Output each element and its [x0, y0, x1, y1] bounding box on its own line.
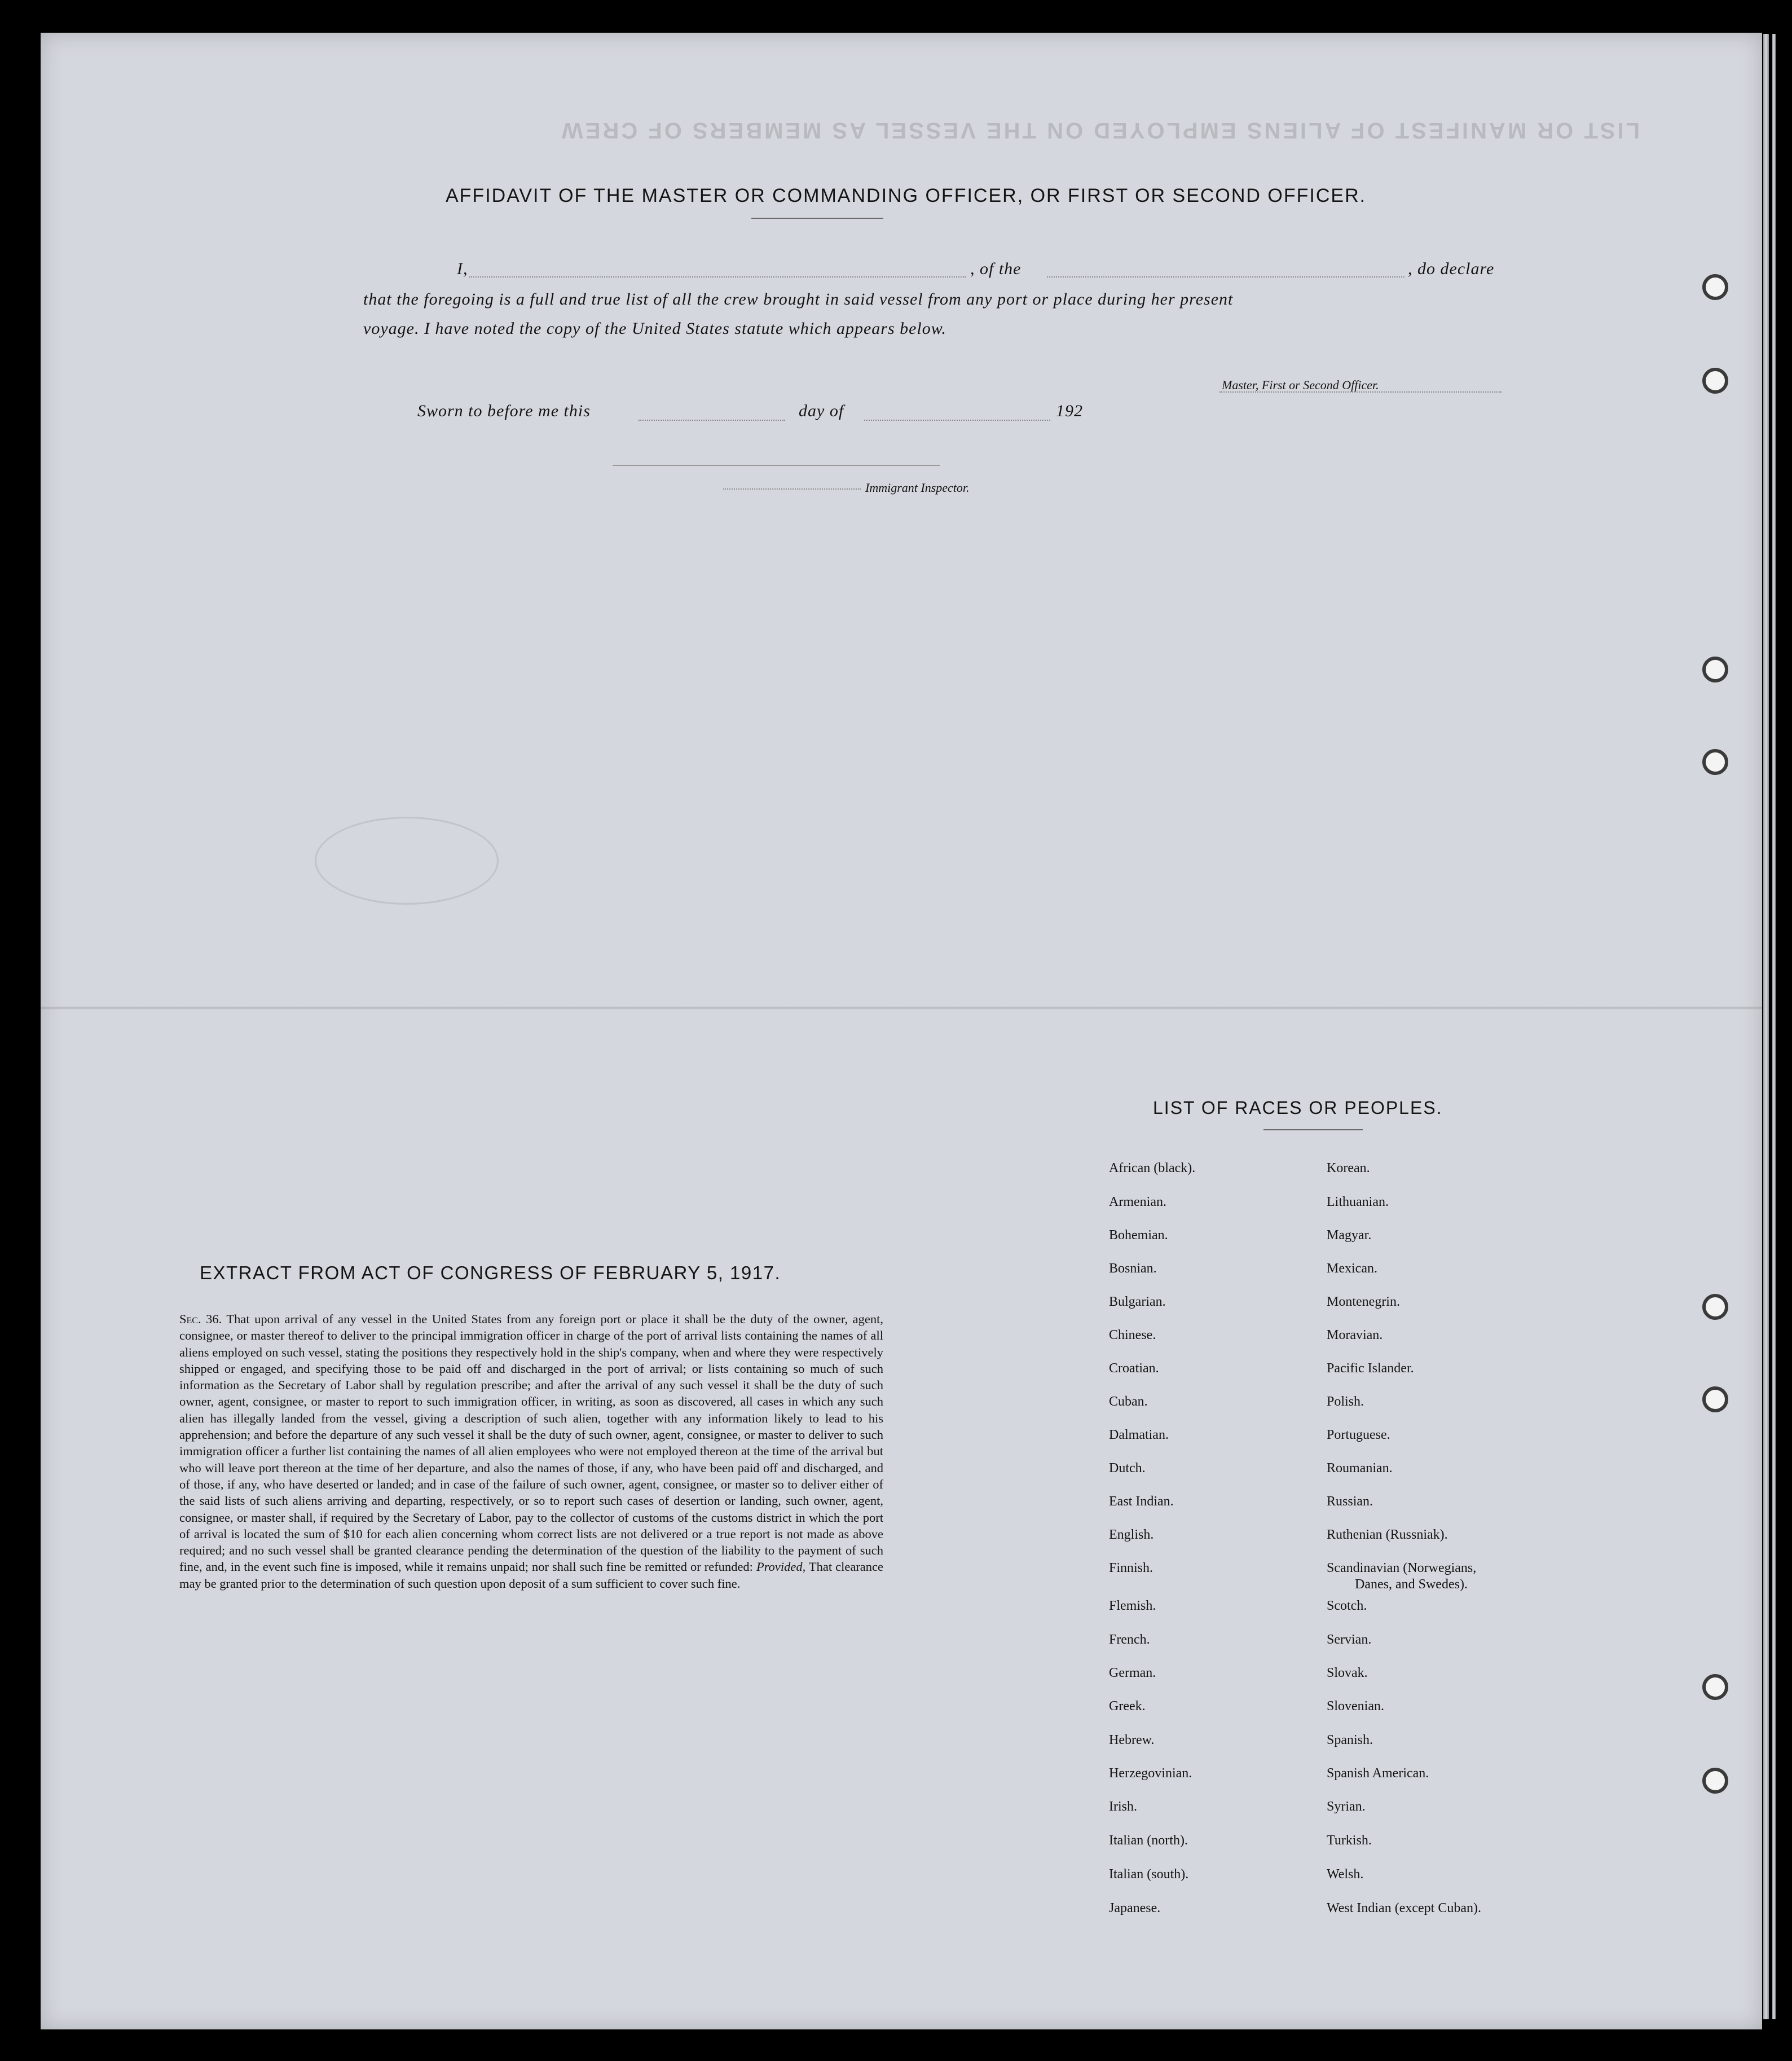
- race-item: Greek.: [1109, 1699, 1146, 1714]
- race-item: Roumanian.: [1327, 1461, 1393, 1476]
- race-item: Dutch.: [1109, 1461, 1146, 1476]
- race-item: Spanish.: [1327, 1733, 1373, 1747]
- affidavit-do-declare: , do declare: [1408, 259, 1495, 278]
- affidavit-i: I,: [457, 259, 468, 278]
- page-edge: [1763, 34, 1769, 2019]
- affidavit-title-rule: [751, 218, 883, 219]
- day-of-label: day of: [799, 402, 844, 420]
- extract-body: [179, 1311, 883, 1592]
- race-item: Servian.: [1327, 1632, 1372, 1647]
- race-item: Italian (south).: [1109, 1867, 1189, 1882]
- fold-line: [41, 1006, 1762, 1010]
- race-item: English.: [1109, 1527, 1154, 1542]
- page-edge: [1772, 34, 1776, 2019]
- bleed-through-text: LIST OR MANIFEST OF ALIENS EMPLOYED ON THE VESSEL AS MEMBERS OF CREW: [560, 118, 1640, 143]
- race-item-continuation: Danes, and Swedes).: [1355, 1577, 1468, 1592]
- race-item: Turkish.: [1327, 1833, 1372, 1848]
- binder-hole: [1702, 749, 1728, 775]
- inspector-line: [723, 488, 861, 490]
- race-item: Bohemian.: [1109, 1228, 1168, 1243]
- race-item: Lithuanian.: [1327, 1195, 1389, 1209]
- race-item: Slovak.: [1327, 1666, 1368, 1680]
- race-item: Japanese.: [1109, 1901, 1161, 1915]
- vessel-field-line: [1047, 276, 1404, 278]
- race-item: Chinese.: [1109, 1328, 1156, 1342]
- races-title-rule: [1263, 1129, 1363, 1130]
- affidavit-line-2: that the foregoing is a full and true list of all the crew brought in said vessel from any port or place during her present: [363, 290, 1234, 309]
- race-item: Italian (north).: [1109, 1833, 1188, 1848]
- race-item: Magyar.: [1327, 1228, 1372, 1243]
- race-item: Korean.: [1327, 1161, 1370, 1175]
- affidavit-title: AFFIDAVIT OF THE MASTER OR COMMANDING OFFICER, OR FIRST OR SECOND OFFICER.: [446, 185, 1367, 206]
- race-item: Mexican.: [1327, 1261, 1377, 1276]
- binder-hole: [1702, 1386, 1728, 1412]
- race-item: Scotch.: [1327, 1598, 1367, 1613]
- race-item: Polish.: [1327, 1394, 1364, 1409]
- race-item: French.: [1109, 1632, 1150, 1647]
- race-item: Welsh.: [1327, 1867, 1364, 1882]
- race-item: African (black).: [1109, 1161, 1196, 1175]
- race-item: Moravian.: [1327, 1328, 1383, 1342]
- name-field-line: [469, 276, 966, 278]
- race-item: Slovenian.: [1327, 1699, 1384, 1714]
- race-item: West Indian (except Cuban).: [1327, 1901, 1481, 1915]
- binder-hole: [1702, 1294, 1728, 1320]
- faint-stamp-mark: [315, 817, 499, 905]
- race-item: Spanish American.: [1327, 1766, 1429, 1781]
- year-label: 192: [1056, 402, 1083, 420]
- sworn-day-line: [639, 420, 785, 421]
- proviso-word: Provided,: [756, 1560, 806, 1574]
- binder-hole: [1702, 1768, 1728, 1794]
- race-item: Scandinavian (Norwegians,: [1327, 1561, 1477, 1575]
- sworn-month-line: [864, 420, 1050, 421]
- race-item: Montenegrin.: [1327, 1294, 1400, 1309]
- race-item: Cuban.: [1109, 1394, 1148, 1409]
- binder-hole: [1702, 657, 1728, 682]
- race-item: Armenian.: [1109, 1195, 1166, 1209]
- section-label: Sec. 36.: [179, 1312, 222, 1326]
- race-item: Pacific Islander.: [1327, 1361, 1414, 1376]
- race-item: Herzegovinian.: [1109, 1766, 1192, 1781]
- races-title: LIST OF RACES OR PEOPLES.: [1153, 1098, 1443, 1118]
- inspector-label: Immigrant Inspector.: [865, 481, 970, 495]
- binder-hole: [1702, 1674, 1728, 1700]
- form-page: [41, 33, 1762, 2029]
- statute-text: That upon arrival of any vessel in the United States from any foreign port or place it shall be the duty of the owner, agent, consignee, or master thereof to deliver to the principal immigration officer in charge of the port of arrival lists containing the names of all aliens employed on such vessel, stating the positions they respectively hold in the ship's company, when and where they were respectively shipped or engaged, and specifying those to be paid off and discharged in the port of arrival; or lists containing so much of such information as the Secretary of Labor shall by regulation prescribe; and after the arrival of any such vessel it shall be the duty of such owner, agent, consignee, or master to report to such immigration officer, in writing, as soon as discovered, all cases in which any such alien has illegally landed from the vessel, giving a description of such alien, together with any information likely to lead to his apprehension; and before the departure of any such vessel it shall be the duty of such owner, agent, consignee, or master to deliver to such immigration officer a further list containing the names of all alien employees who were not employed thereon at the time of the arrival but who will leave port thereon at the time of her departure, and also the names of those, if any, who have been paid off and discharged, and of those, if any, who have deserted or landed; and in case of the failure of such owner, agent, consignee, or master so to deliver either of the said lists of such aliens arriving and departing, respectively, or so to report such cases of desertion or landing, such owner, agent, consignee, or master shall, if required by the Secretary of Labor, pay to the collector of customs of the customs district in which the port of arrival is located the sum of $10 for each alien concerning whom correct lists are not delivered or a true report is not made as above required; and no such vessel shall be granted clearance pending the determination of the question of the liability to the payment of such fine, and, in the event such fine is imposed, while it remains unpaid; nor shall such fine be remitted or refunded:: [179, 1312, 883, 1574]
- race-item: German.: [1109, 1666, 1156, 1680]
- race-item: Flemish.: [1109, 1598, 1156, 1613]
- race-item: Irish.: [1109, 1799, 1137, 1814]
- race-item: Bulgarian.: [1109, 1294, 1166, 1309]
- signature-label: Master, First or Second Officer.: [1222, 378, 1379, 392]
- binder-hole: [1702, 274, 1728, 300]
- extract-title: EXTRACT FROM ACT OF CONGRESS OF FEBRUARY 5, 1917.: [200, 1262, 781, 1283]
- affidavit-of-the: , of the: [970, 259, 1022, 278]
- race-item: East Indian.: [1109, 1494, 1174, 1509]
- race-item: Dalmatian.: [1109, 1428, 1169, 1442]
- race-item: Hebrew.: [1109, 1733, 1155, 1747]
- race-item: Finnish.: [1109, 1561, 1153, 1575]
- race-item: Syrian.: [1327, 1799, 1366, 1814]
- affidavit-line-3: voyage. I have noted the copy of the United States statute which appears below.: [363, 319, 947, 338]
- statute-proviso-text: That clearance may be granted prior to the determination of such question upon deposit of a sum sufficient to cover such fine.: [179, 1560, 884, 1591]
- sworn-label: Sworn to before me this: [417, 402, 591, 420]
- inspector-signature-rule: [613, 465, 940, 466]
- race-item: Bosnian.: [1109, 1261, 1157, 1276]
- race-item: Ruthenian (Russniak).: [1327, 1527, 1448, 1542]
- binder-hole: [1702, 368, 1728, 394]
- race-item: Croatian.: [1109, 1361, 1159, 1376]
- race-item: Portuguese.: [1327, 1428, 1390, 1442]
- race-item: Russian.: [1327, 1494, 1373, 1509]
